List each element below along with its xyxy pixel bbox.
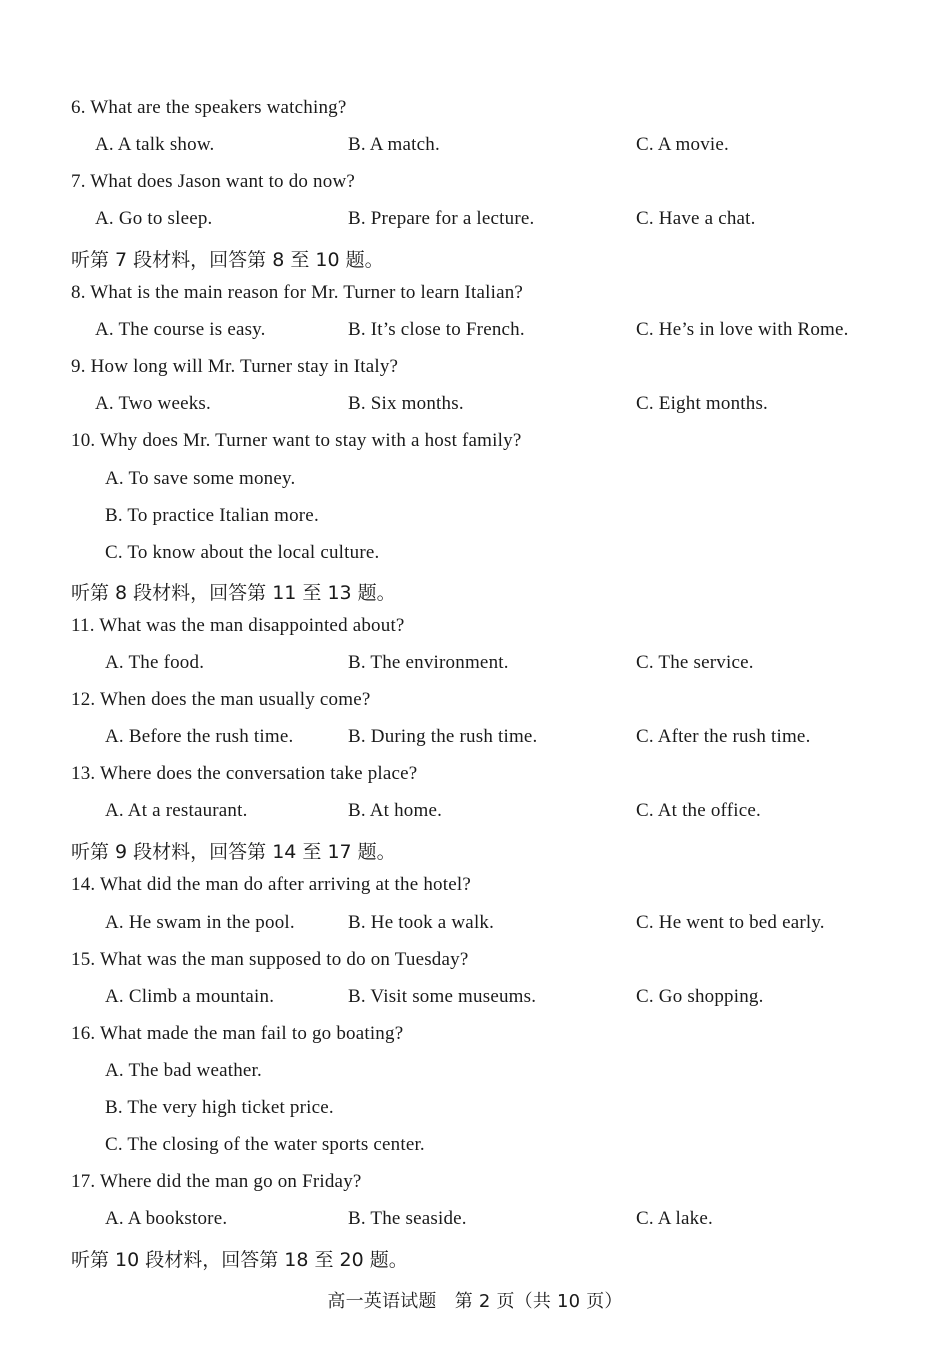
option-12a: A. Before the rush time. [105, 726, 294, 747]
option-6c: C. A movie. [636, 134, 729, 155]
option-15a: A. Climb a mountain. [105, 986, 275, 1007]
option-10c: C. To know about the local culture. [105, 542, 380, 563]
option-13c: C. At the office. [636, 800, 761, 821]
option-13b: B. At home. [348, 800, 443, 821]
option-11a: A. The food. [105, 652, 205, 673]
option-12b: B. During the rush time. [348, 726, 538, 747]
option-17c: C. A lake. [636, 1208, 713, 1229]
option-15b: B. Visit some museums. [348, 986, 537, 1007]
question-14: 14. What did the man do after arriving at the hotel? [71, 874, 471, 895]
option-13a: A. At a restaurant. [105, 800, 248, 821]
option-17b: B. The seaside. [348, 1208, 467, 1229]
question-13: 13. Where does the conversation take place? [71, 763, 418, 784]
question-12: 12. When does the man usually come? [71, 689, 371, 710]
option-9c: C. Eight months. [636, 393, 768, 414]
question-10: 10. Why does Mr. Turner want to stay with a host family? [71, 430, 522, 451]
option-14a: A. He swam in the pool. [105, 912, 295, 933]
question-8: 8. What is the main reason for Mr. Turner to learn Italian? [71, 282, 524, 303]
option-9b: B. Six months. [348, 393, 464, 414]
option-9a: A. Two weeks. [95, 393, 211, 414]
section-heading-7: 听第 7 段材料，回答第 8 至 10 题。 [71, 249, 384, 271]
question-11: 11. What was the man disappointed about? [71, 615, 405, 636]
option-15c: C. Go shopping. [636, 986, 764, 1007]
option-10b: B. To practice Italian more. [105, 505, 319, 526]
option-7a: A. Go to sleep. [95, 208, 213, 229]
option-10a: A. To save some money. [105, 468, 296, 489]
option-8c: C. He’s in love with Rome. [636, 319, 849, 340]
option-8b: B. It’s close to French. [348, 319, 525, 340]
question-15: 15. What was the man supposed to do on Tuesday? [71, 949, 469, 970]
option-11c: C. The service. [636, 652, 754, 673]
question-7: 7. What does Jason want to do now? [71, 171, 356, 192]
question-9: 9. How long will Mr. Turner stay in Italy? [71, 356, 399, 377]
section-heading-10: 听第 10 段材料，回答第 18 至 20 题。 [71, 1249, 408, 1271]
option-7c: C. Have a chat. [636, 208, 756, 229]
option-16b: B. The very high ticket price. [105, 1097, 334, 1118]
option-6b: B. A match. [348, 134, 440, 155]
option-14b: B. He took a walk. [348, 912, 495, 933]
page-footer: 高一英语试题 第 2 页（共 10 页） [327, 1291, 623, 1312]
question-17: 17. Where did the man go on Friday? [71, 1171, 362, 1192]
section-heading-9: 听第 9 段材料，回答第 14 至 17 题。 [71, 841, 396, 863]
option-16a: A. The bad weather. [105, 1060, 262, 1081]
option-12c: C. After the rush time. [636, 726, 811, 747]
option-17a: A. A bookstore. [105, 1208, 228, 1229]
section-heading-8: 听第 8 段材料，回答第 11 至 13 题。 [71, 582, 396, 604]
option-7b: B. Prepare for a lecture. [348, 208, 535, 229]
option-6a: A. A talk show. [95, 134, 215, 155]
option-14c: C. He went to bed early. [636, 912, 825, 933]
option-11b: B. The environment. [348, 652, 509, 673]
question-6: 6. What are the speakers watching? [71, 97, 347, 118]
option-16c: C. The closing of the water sports center. [105, 1134, 425, 1155]
option-8a: A. The course is easy. [95, 319, 266, 340]
question-16: 16. What made the man fail to go boating? [71, 1023, 404, 1044]
